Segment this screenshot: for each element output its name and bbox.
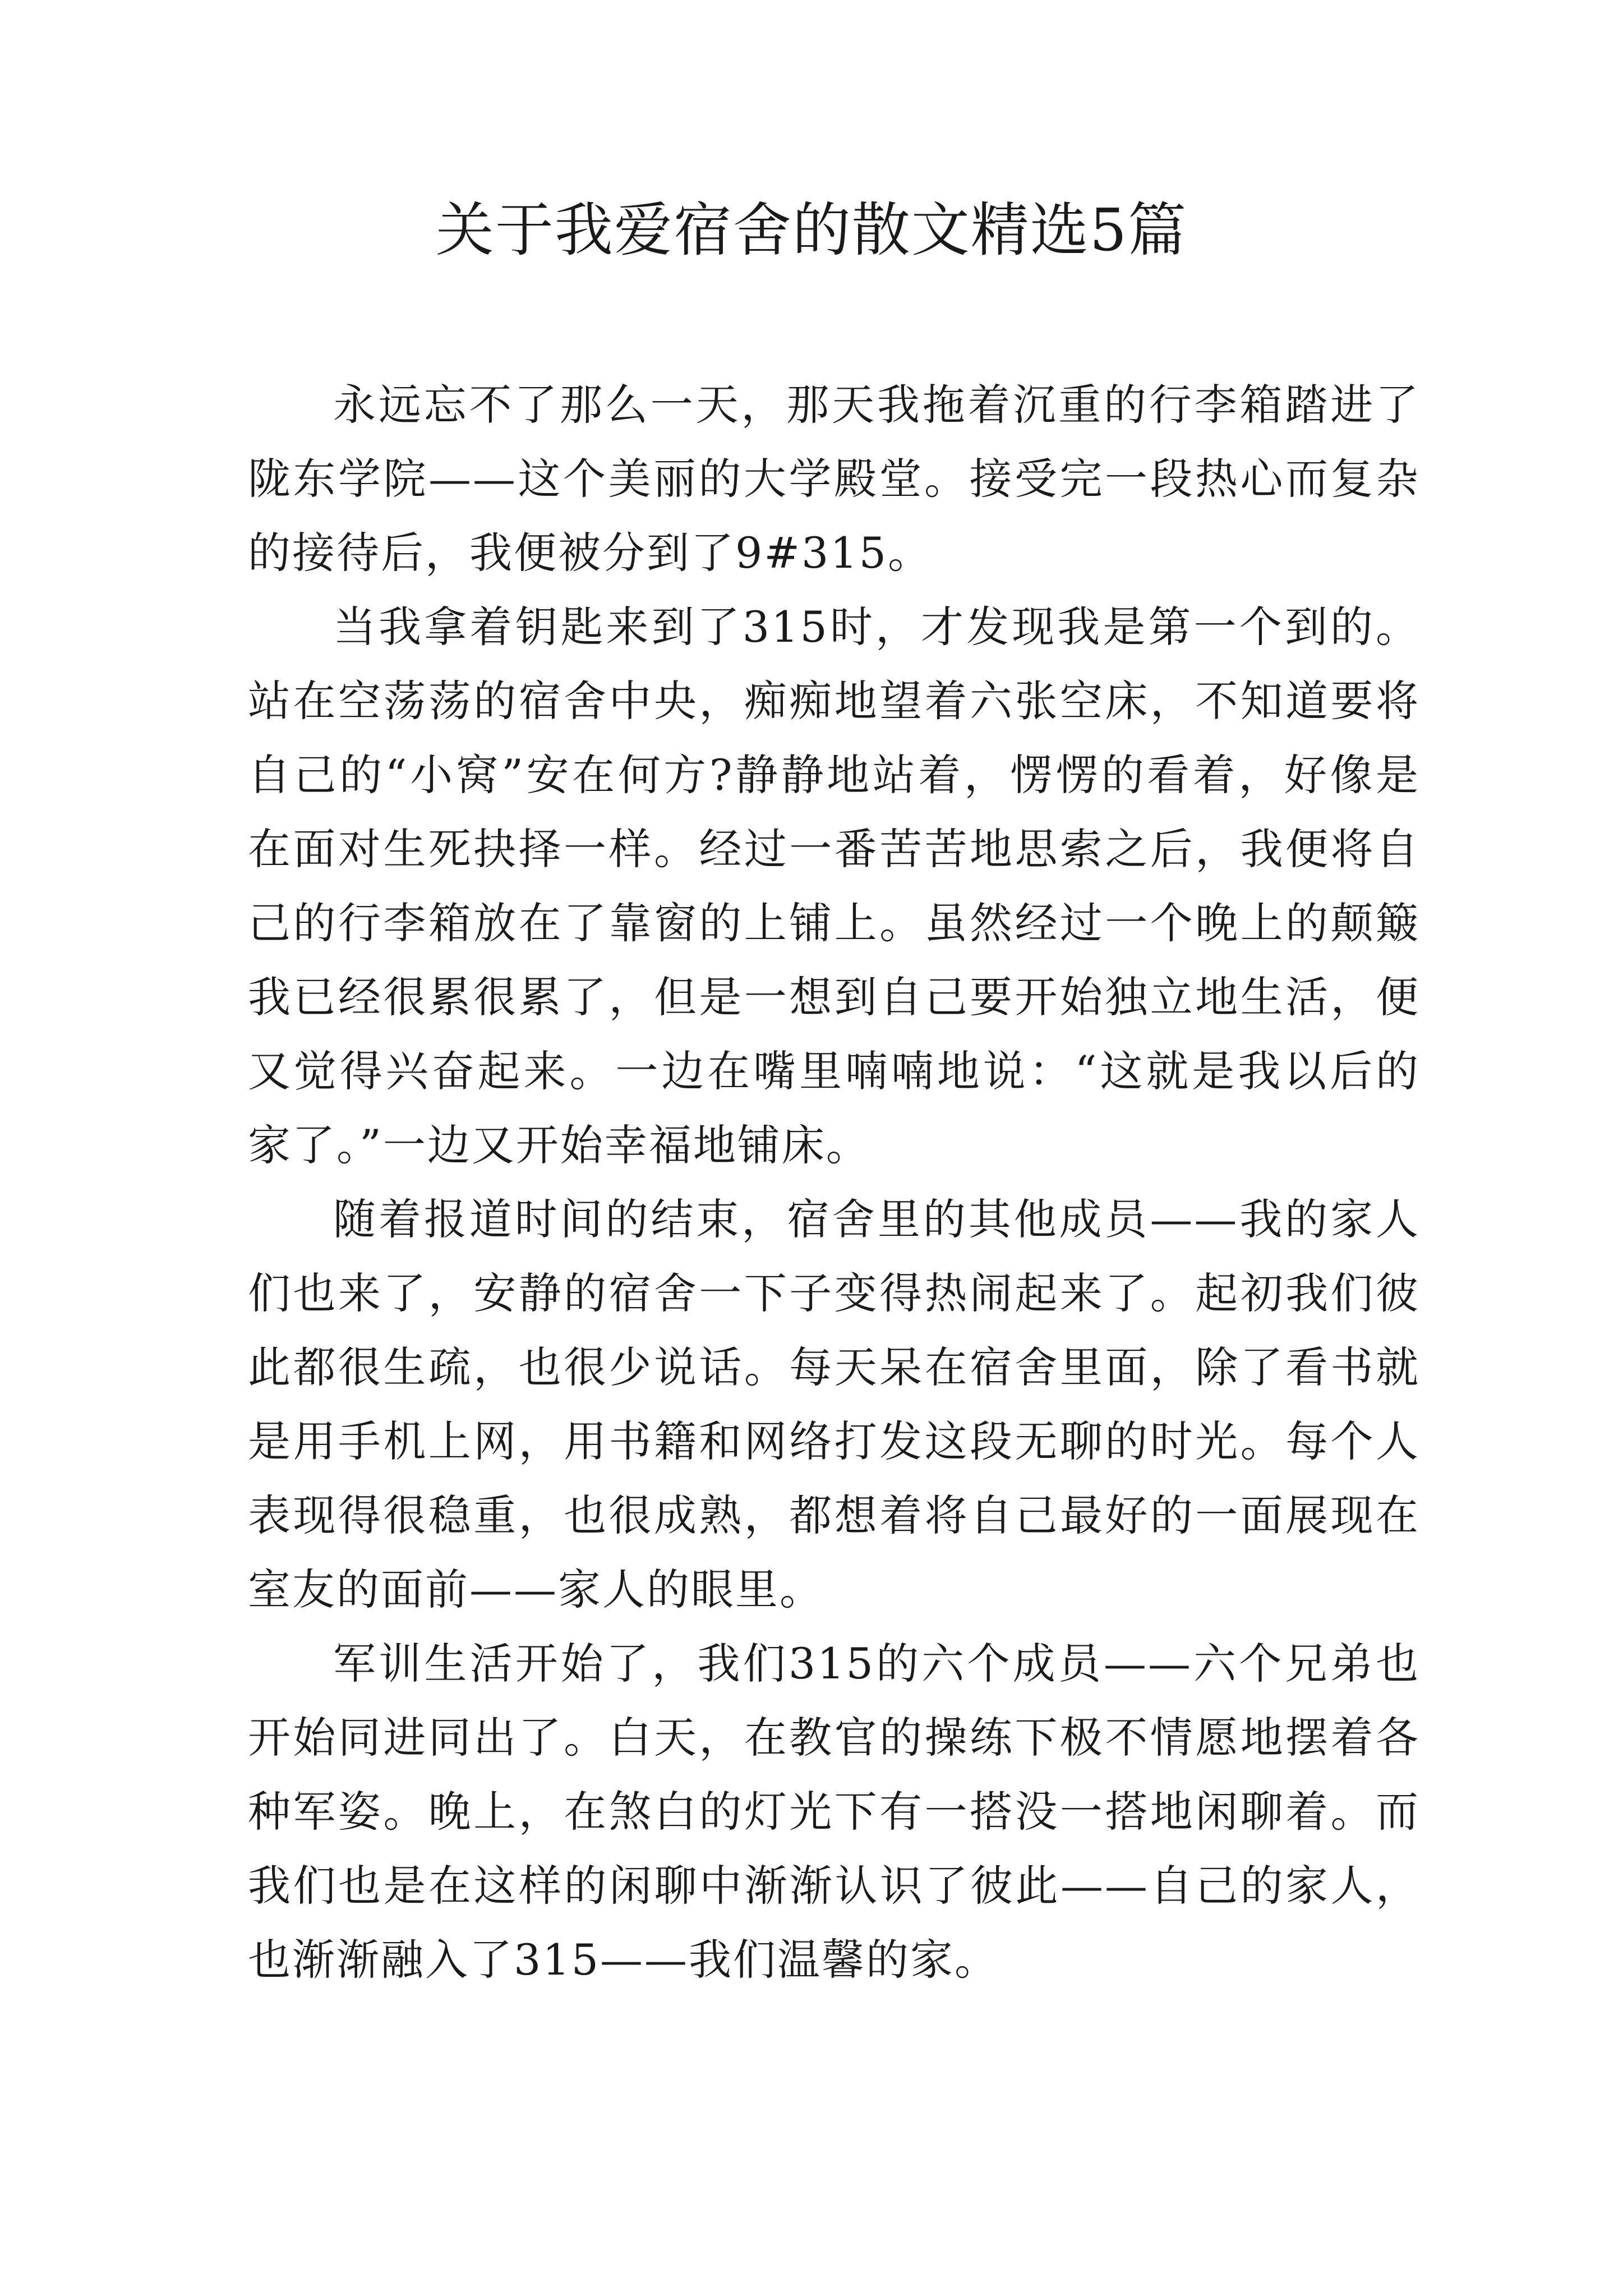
paragraph-1: 永远忘不了那么一天，那天我拖着沉重的行李箱踏进了陇东学院——这个美丽的大学殿堂。接受完一段热心而复杂的接待后，我便被分到了9#315。 — [248, 380, 1420, 578]
paragraph-2: 当我拿着钥匙来到了315时，才发现我是第一个到的。站在空荡荡的宿舍中央，痴痴地望着六张空床，不知道要将自己的“小窝”安在何方?静静地站着，愣愣的看着，好像是在面对生死抉择一样。经过一番苦苦地思索之后，我便将自己的行李箱放在了靠窗的上铺上。虽然经过一个晚上的颠簸我已经很累很累了，但是一想到自己要开始独立地生活，便又觉得兴奋起来。一边在嘴里喃喃地说：“这就是我以后的家了。”一边又开始幸福地铺床。 — [248, 602, 1420, 1170]
document-body — [248, 368, 1420, 1997]
paragraph-4: 军训生活开始了，我们315的六个成员——六个兄弟也开始同进同出了。白天，在教官的操练下极不情愿地摆着各种军姿。晚上，在煞白的灯光下有一搭没一搭地闲聊着。而我们也是在这样的闲聊中渐渐认识了彼此——自己的家人，也渐渐融入了315——我们温馨的家。 — [248, 1639, 1420, 1985]
document-title: 关于我爱宿舍的散文精选5篇 — [435, 196, 1188, 264]
paragraph-3: 随着报道时间的结束，宿舍里的其他成员——我的家人们也来了，安静的宿舍一下子变得热闹起来了。起初我们彼此都很生疏，也很少说话。每天呆在宿舍里面，除了看书就是用手机上网，用书籍和网络打发这段无聊的时光。每个人表现得很稳重，也很成熟，都想着将自己最好的一面展现在室友的面前——家人的眼里。 — [248, 1194, 1420, 1614]
